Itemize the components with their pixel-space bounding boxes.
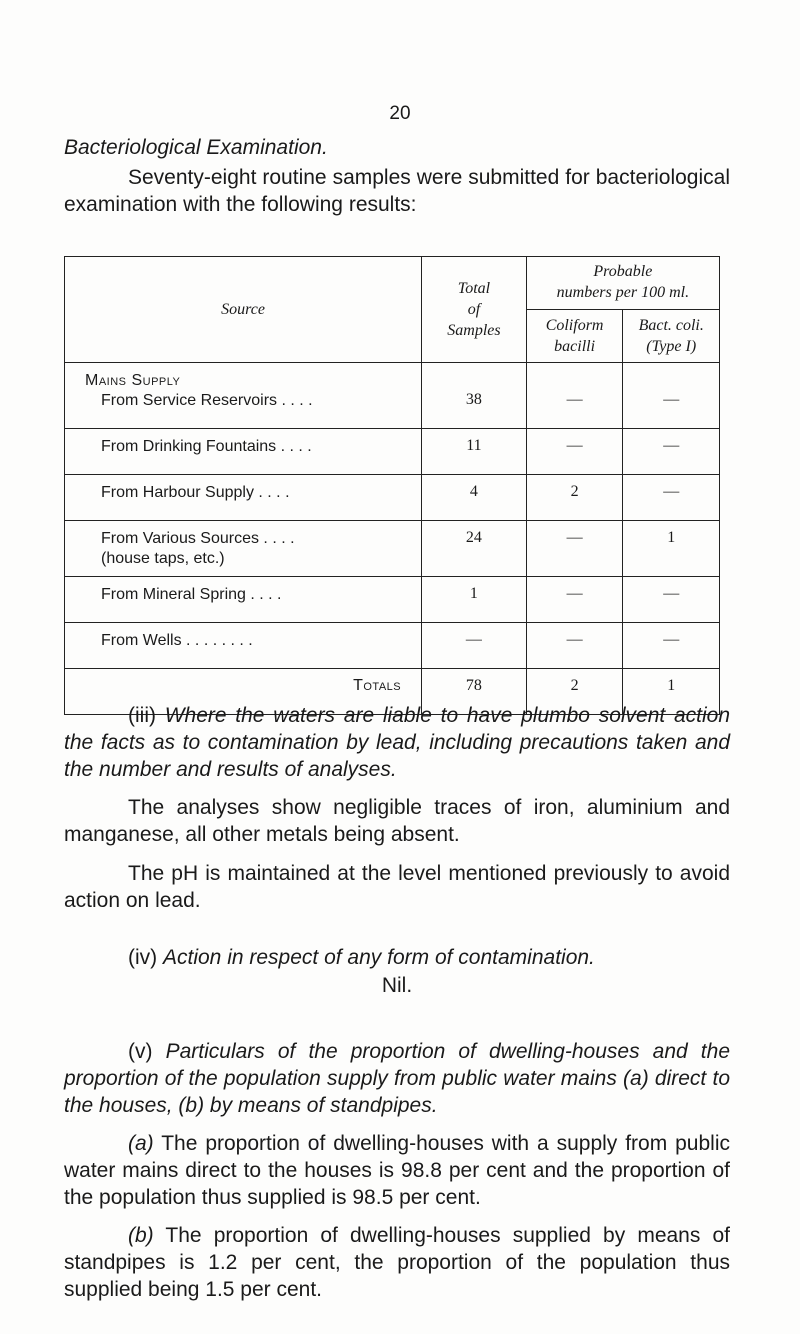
header-total-line2: of (467, 301, 481, 318)
row-source: From Drinking Fountains . . . . (65, 429, 422, 475)
row-bact: — (623, 577, 720, 623)
totals-bact: 1 (623, 669, 720, 715)
table-row (65, 577, 720, 623)
row-source: From Mineral Spring . . . . (65, 577, 422, 623)
section-iii-title-text: Where the waters are liable to have plumbo solvent action the facts as to contamination by lead, including precautions taken and the number and results of analyses. (64, 704, 731, 781)
header-probable (526, 257, 719, 310)
row-group-label: Mains Supply (85, 372, 181, 389)
header-total-line1: Total (457, 280, 491, 297)
header-source-label: Source (221, 300, 265, 318)
section-v-para-a-label: (a) (128, 1132, 154, 1155)
row-source-label: From Various Sources . . . . (101, 530, 295, 547)
section-iv-number: (iv) (128, 946, 158, 969)
section-iii-para2: The pH is maintained at the level mentioned previously to avoid action on lead. (64, 862, 730, 912)
table-header-row (65, 257, 720, 310)
section-v-para-b-text: The proportion of dwelling-houses supplied by means of standpipes is 1.2 per cent, the proportion of the population thus supplied being 1.5 per cent. (64, 1224, 730, 1301)
section-iii-title (64, 702, 730, 783)
row-source: From Wells . . . . . . . . (65, 623, 422, 669)
section-v-number: (v) (128, 1040, 153, 1063)
table-row (65, 623, 720, 669)
row-source: From Harbour Supply . . . . (65, 475, 422, 521)
row-total: — (422, 623, 527, 669)
header-coliform (526, 310, 623, 363)
table-row (65, 363, 720, 429)
header-probable-line2: numbers per 100 ml. (556, 284, 690, 301)
section-iii-number: (iii) (128, 704, 156, 727)
row-coliform: — (526, 521, 623, 577)
row-source-label: From Service Reservoirs . . . . (101, 392, 313, 409)
section-v-para-a (64, 1130, 730, 1211)
header-coliform-line2: bacilli (554, 338, 596, 355)
row-total: 38 (422, 363, 527, 429)
header-source (65, 257, 422, 363)
header-total-line3: Samples (447, 322, 501, 339)
section-iv-answer: Nil. (381, 974, 413, 997)
row-coliform: — (526, 577, 623, 623)
row-bact: — (623, 429, 720, 475)
row-coliform: — (526, 623, 623, 669)
header-bact-line1: Bact. coli. (638, 317, 704, 334)
header-probable-line1: Probable (593, 263, 653, 280)
section-v-title (64, 1038, 730, 1119)
row-bact: — (623, 475, 720, 521)
section-v-para-b (64, 1222, 730, 1303)
totals-label: Totals (65, 669, 422, 715)
row-bact: — (623, 363, 720, 429)
row-total: 24 (422, 521, 527, 577)
row-source-sublabel: (house taps, etc.) (101, 550, 225, 567)
row-bact: — (623, 623, 720, 669)
results-table (64, 256, 720, 715)
row-coliform: — (526, 429, 623, 475)
header-coliform-line1: Coliform (545, 317, 604, 334)
totals-total: 78 (422, 669, 527, 715)
row-total: 4 (422, 475, 527, 521)
table-row (65, 429, 720, 475)
page-number: 20 (389, 103, 411, 124)
row-coliform: 2 (526, 475, 623, 521)
section-heading: Bacteriological Examination. (64, 136, 328, 159)
table-row (65, 521, 720, 577)
section-iv-title-text: Action in respect of any form of contamination. (163, 946, 595, 969)
intro-paragraph: Seventy-eight routine samples were submitted for bacteriological examination with the following results: (64, 166, 730, 216)
row-bact: 1 (623, 521, 720, 577)
row-total: 11 (422, 429, 527, 475)
header-bact-coli (623, 310, 720, 363)
row-coliform: — (526, 363, 623, 429)
header-bact-line2: (Type I) (646, 338, 697, 355)
row-source (65, 363, 422, 429)
totals-coliform: 2 (526, 669, 623, 715)
section-v-title-text: Particulars of the proportion of dwelling-houses and the proportion of the population supply from public water mains (a) direct to the houses, (b) by means of standpipes. (64, 1040, 730, 1117)
section-iv-title (64, 944, 730, 971)
row-source (65, 521, 422, 577)
section-v-para-a-text: The proportion of dwelling-houses with a supply from public water mains direct to the houses is 98.8 per cent and the proportion of the population thus supplied is 98.5 per cent. (64, 1132, 730, 1209)
row-total: 1 (422, 577, 527, 623)
header-total (422, 257, 527, 363)
table-row (65, 475, 720, 521)
section-v-para-b-label: (b) (128, 1224, 154, 1247)
section-iii-para1: The analyses show negligible traces of iron, aluminium and manganese, all other metals being absent. (64, 796, 730, 846)
